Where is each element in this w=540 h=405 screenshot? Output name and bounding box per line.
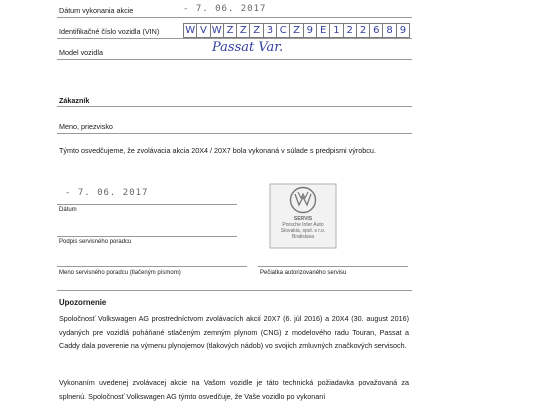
confirmation-text: Týmto osvedčujeme, že zvolávacia akcia 20X4 / 20X7 bola vykonaná v súlade s predpismi výrobcu. bbox=[59, 146, 376, 155]
service-date-label: Dátum bbox=[59, 207, 77, 213]
notice-paragraph-2: Vykonaním uvedenej zvolávacej akcie na Vašom vozidle je táto technická požiadavka považovaná za splnenú. Spoločnosť Volkswagen AG týmto osvedčuje, že Vaše vozidlo po vykonaní bbox=[59, 378, 409, 401]
vin-char-cell: V bbox=[197, 24, 210, 37]
advisor-name-label: Meno servisného poradcu (tlačeným písmom) bbox=[59, 270, 181, 276]
volkswagen-logo-icon bbox=[289, 186, 317, 214]
vin-char-cell: 2 bbox=[344, 24, 357, 37]
model-value: Passat Var. bbox=[212, 40, 284, 55]
vin-label: Identifikačné číslo vozidla (VIN) bbox=[59, 27, 160, 36]
vin-char-cell: 8 bbox=[383, 24, 396, 37]
vin-char-cell: 9 bbox=[304, 24, 317, 37]
customer-divider-top bbox=[57, 106, 412, 107]
vin-char-cell: 6 bbox=[370, 24, 383, 37]
vin-char-cell: Z bbox=[250, 24, 263, 37]
vin-char-cell: E bbox=[317, 24, 330, 37]
vin-char-cell: W bbox=[184, 24, 197, 37]
vin-char-cell: Z bbox=[290, 24, 303, 37]
service-date-line bbox=[57, 204, 237, 205]
vin-char-cell: C bbox=[277, 24, 290, 37]
model-divider bbox=[57, 59, 412, 60]
stamp-line-4: Bratislava bbox=[292, 234, 314, 240]
stamp-line bbox=[258, 266, 408, 267]
header-divider bbox=[57, 17, 412, 18]
vin-char-cell: 9 bbox=[399, 24, 407, 36]
stamp-line-3: Slovakia, spol. s r.o. bbox=[280, 228, 326, 234]
date-label: Dátum vykonania akcie bbox=[59, 6, 134, 15]
vin-char-cell: W bbox=[211, 24, 224, 37]
service-date-value: - 7. 06. 2017 bbox=[65, 188, 149, 198]
vin-char-cell: 1 bbox=[330, 24, 343, 37]
signature-label: Podpis servisného poradcu bbox=[59, 239, 132, 245]
signature-line bbox=[57, 236, 237, 237]
vin-char-cell: Z bbox=[237, 24, 250, 37]
stamp-label: Pečiatka autorizovaného servisu bbox=[260, 270, 347, 276]
date-value: - 7. 06. 2017 bbox=[183, 4, 267, 14]
stamp-line-2: Porsche Inter Auto bbox=[282, 222, 324, 228]
advisor-name-line bbox=[57, 266, 247, 267]
customer-name-label: Meno, priezvisko bbox=[59, 122, 113, 131]
vin-char-cell: 2 bbox=[357, 24, 370, 37]
service-stamp bbox=[268, 180, 338, 252]
vin-char-cell: Z bbox=[224, 24, 237, 37]
vin-divider bbox=[57, 38, 412, 39]
notice-divider bbox=[57, 290, 412, 291]
stamp-line-1: SERVIS bbox=[293, 216, 313, 222]
model-label: Model vozidla bbox=[59, 48, 103, 57]
customer-divider-bottom bbox=[57, 133, 412, 134]
notice-heading: Upozornenie bbox=[59, 298, 107, 307]
customer-heading: Zákazník bbox=[59, 96, 90, 105]
vin-field bbox=[183, 23, 410, 38]
vin-char-cell: 3 bbox=[264, 24, 277, 37]
notice-paragraph-1: Spoločnosť Volkswagen AG prostredníctvom zvolávacích akcií 20X7 (6. júl 2016) a 20X4 (30. august 2016) vydaných pre vozidlá poháňané stlačeným zemným plynom (CNG) z modelového radu Touran, Passat a Caddy dala poverenie na výmenu plynojemov (tlakových nádob) vo svojich zmluvných značkových servisoch. bbox=[59, 314, 409, 350]
